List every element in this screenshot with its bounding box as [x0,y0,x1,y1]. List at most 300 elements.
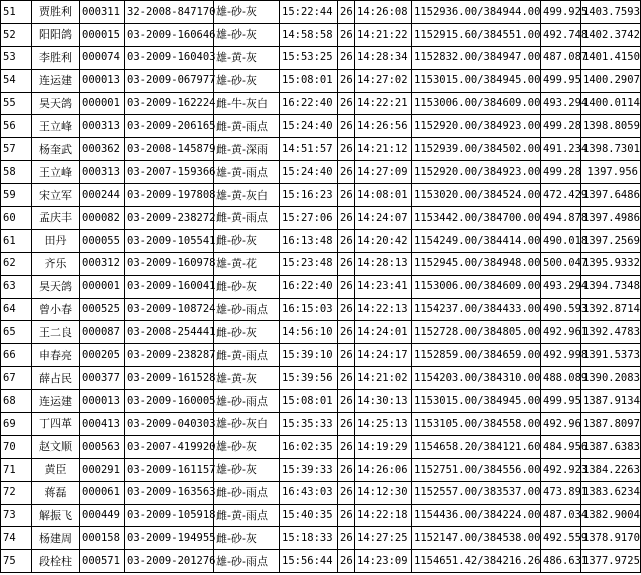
coordinates-cell: 1153006.00/384609.00 [412,92,541,115]
coordinates-cell: 1152557.00/383537.00 [412,481,541,504]
rank-cell: 59 [1,184,32,207]
pigeon-color-cell: 雌-砂-灰 [214,229,280,252]
release-time-cell: 15:16:23 [280,184,338,207]
pigeon-color-cell: 雄-砂-雨点 [214,298,280,321]
fancier-name-cell: 昊天鸽 [32,275,80,298]
pigeon-color-cell: 雄-砂-灰白 [214,413,280,436]
release-time-cell: 15:22:44 [280,1,338,24]
speed-cell: 1397.4986 [581,207,641,230]
arrival-time-cell: 14:23:09 [355,550,412,573]
distance-cell: 487.034 [541,504,581,527]
arrival-time-cell: 14:24:07 [355,207,412,230]
coordinates-cell: 1154651.42/384216.26 [412,550,541,573]
arrival-time-cell: 14:26:08 [355,1,412,24]
fancier-id-cell: 000001 [80,275,125,298]
fancier-id-cell: 000571 [80,550,125,573]
table-row [1,23,641,46]
fancier-id-cell: 000311 [80,1,125,24]
rank-cell: 58 [1,161,32,184]
coordinates-cell: 1153006.00/384609.00 [412,275,541,298]
fancier-name-cell: 申春亮 [32,344,80,367]
fancier-name-cell: 杨奎武 [32,138,80,161]
coordinates-cell: 1152147.00/384538.00 [412,527,541,550]
release-time-cell: 15:08:01 [280,390,338,413]
distance-cell: 492.559 [541,527,581,550]
rank-cell: 52 [1,23,32,46]
arrival-time-cell: 14:24:01 [355,321,412,344]
release-time-cell: 15:40:35 [280,504,338,527]
table-row [1,138,641,161]
arrival-time-cell: 14:28:34 [355,46,412,69]
ring-number-cell: 03-2007-419920 [125,435,214,458]
distance-cell: 472.429 [541,184,581,207]
speed-cell: 1402.3742 [581,23,641,46]
distance-cell: 492.96 [541,413,581,436]
table-row [1,275,641,298]
day-cell: 26 [338,275,355,298]
fancier-name-cell: 李胜利 [32,46,80,69]
day-cell: 26 [338,138,355,161]
table-row [1,390,641,413]
pigeon-color-cell: 雌-砂-灰 [214,275,280,298]
fancier-id-cell: 000244 [80,184,125,207]
release-time-cell: 16:22:40 [280,92,338,115]
pigeon-color-cell: 雄-黄-灰 [214,367,280,390]
release-time-cell: 16:15:03 [280,298,338,321]
distance-cell: 499.95 [541,69,581,92]
table-row [1,435,641,458]
release-time-cell: 16:22:40 [280,275,338,298]
table-row [1,413,641,436]
table-row [1,504,641,527]
speed-cell: 1387.8097 [581,413,641,436]
distance-cell: 499.28 [541,115,581,138]
rank-cell: 61 [1,229,32,252]
rank-cell: 68 [1,390,32,413]
ring-number-cell: 03-2008-145879 [125,138,214,161]
release-time-cell: 15:56:44 [280,550,338,573]
fancier-id-cell: 000449 [80,504,125,527]
coordinates-cell: 1153015.00/384945.00 [412,69,541,92]
release-time-cell: 16:02:35 [280,435,338,458]
arrival-time-cell: 14:30:13 [355,390,412,413]
coordinates-cell: 1152920.00/384923.00 [412,161,541,184]
fancier-id-cell: 000001 [80,92,125,115]
ring-number-cell: 03-2009-160403 [125,46,214,69]
fancier-name-cell: 丁四革 [32,413,80,436]
fancier-name-cell: 赵文顺 [32,435,80,458]
ring-number-cell: 03-2009-163563 [125,481,214,504]
distance-cell: 490.593 [541,298,581,321]
table-row [1,298,641,321]
coordinates-cell: 1153015.00/384945.00 [412,390,541,413]
fancier-name-cell: 薛占民 [32,367,80,390]
distance-cell: 499.925 [541,1,581,24]
ring-number-cell: 03-2009-162224 [125,92,214,115]
day-cell: 26 [338,161,355,184]
fancier-id-cell: 000013 [80,390,125,413]
coordinates-cell: 1153105.00/384558.00 [412,413,541,436]
arrival-time-cell: 14:21:22 [355,23,412,46]
ring-number-cell: 03-2009-160978 [125,252,214,275]
ring-number-cell: 32-2008-847170 [125,1,214,24]
speed-cell: 1397.6486 [581,184,641,207]
fancier-name-cell: 孟庆丰 [32,207,80,230]
rank-cell: 70 [1,435,32,458]
distance-cell: 499.95 [541,390,581,413]
table-row [1,115,641,138]
arrival-time-cell: 14:22:21 [355,92,412,115]
ring-number-cell: 03-2009-197808 [125,184,214,207]
rank-cell: 66 [1,344,32,367]
pigeon-color-cell: 雄-砂-雨点 [214,390,280,413]
arrival-time-cell: 14:12:30 [355,481,412,504]
coordinates-cell: 1154249.00/384414.00 [412,229,541,252]
distance-cell: 492.748 [541,23,581,46]
fancier-id-cell: 000061 [80,481,125,504]
arrival-time-cell: 14:27:09 [355,161,412,184]
release-time-cell: 14:51:57 [280,138,338,161]
table-row [1,184,641,207]
release-time-cell: 15:23:48 [280,252,338,275]
distance-cell: 487.087 [541,46,581,69]
release-time-cell: 15:08:01 [280,69,338,92]
ring-number-cell: 03-2009-161157 [125,458,214,481]
fancier-id-cell: 000087 [80,321,125,344]
rank-cell: 57 [1,138,32,161]
coordinates-cell: 1152936.00/384944.00 [412,1,541,24]
speed-cell: 1383.6234 [581,481,641,504]
day-cell: 26 [338,527,355,550]
day-cell: 26 [338,298,355,321]
pigeon-color-cell: 雄-黄-花 [214,252,280,275]
day-cell: 26 [338,367,355,390]
arrival-time-cell: 14:21:02 [355,367,412,390]
fancier-id-cell: 000082 [80,207,125,230]
distance-cell: 488.089 [541,367,581,390]
arrival-time-cell: 14:27:25 [355,527,412,550]
day-cell: 26 [338,115,355,138]
speed-cell: 1397.2569 [581,229,641,252]
pigeon-color-cell: 雄-砂-灰 [214,1,280,24]
release-time-cell: 15:39:56 [280,367,338,390]
arrival-time-cell: 14:26:06 [355,458,412,481]
fancier-id-cell: 000563 [80,435,125,458]
day-cell: 26 [338,390,355,413]
coordinates-cell: 1152832.00/384947.00 [412,46,541,69]
fancier-name-cell: 王立峰 [32,161,80,184]
speed-cell: 1387.6383 [581,435,641,458]
fancier-id-cell: 000015 [80,23,125,46]
pigeon-color-cell: 雄-砂-灰 [214,69,280,92]
speed-cell: 1391.5373 [581,344,641,367]
fancier-id-cell: 000413 [80,413,125,436]
speed-cell: 1384.2263 [581,458,641,481]
rank-cell: 53 [1,46,32,69]
table-row [1,92,641,115]
table-row [1,46,641,69]
day-cell: 26 [338,252,355,275]
day-cell: 26 [338,23,355,46]
speed-cell: 1392.8714 [581,298,641,321]
arrival-time-cell: 14:25:13 [355,413,412,436]
table-row [1,229,641,252]
release-time-cell: 15:53:25 [280,46,338,69]
fancier-name-cell: 王二良 [32,321,80,344]
speed-cell: 1400.2907 [581,69,641,92]
fancier-name-cell: 贾胜利 [32,1,80,24]
fancier-name-cell: 杨建周 [32,527,80,550]
distance-cell: 473.891 [541,481,581,504]
fancier-name-cell: 齐乐 [32,252,80,275]
speed-cell: 1397.956 [581,161,641,184]
day-cell: 26 [338,207,355,230]
day-cell: 26 [338,458,355,481]
fancier-id-cell: 000205 [80,344,125,367]
ring-number-cell: 03-2008-254441 [125,321,214,344]
rank-cell: 67 [1,367,32,390]
distance-cell: 492.961 [541,321,581,344]
day-cell: 26 [338,1,355,24]
fancier-id-cell: 000377 [80,367,125,390]
fancier-name-cell: 段栓柱 [32,550,80,573]
table-row [1,458,641,481]
arrival-time-cell: 14:22:13 [355,298,412,321]
arrival-time-cell: 14:08:01 [355,184,412,207]
rank-cell: 65 [1,321,32,344]
day-cell: 26 [338,504,355,527]
pigeon-color-cell: 雌-砂-雨点 [214,481,280,504]
table-row [1,344,641,367]
day-cell: 26 [338,184,355,207]
distance-cell: 484.956 [541,435,581,458]
pigeon-color-cell: 雌-黄-雨点 [214,115,280,138]
rank-cell: 64 [1,298,32,321]
release-time-cell: 16:43:03 [280,481,338,504]
table-row [1,481,641,504]
coordinates-cell: 1152859.00/384659.00 [412,344,541,367]
day-cell: 26 [338,321,355,344]
pigeon-color-cell: 雄-黄-雨点 [214,161,280,184]
ring-number-cell: 03-2009-105918 [125,504,214,527]
ring-number-cell: 03-2009-206165 [125,115,214,138]
ring-number-cell: 03-2009-040303 [125,413,214,436]
rank-cell: 51 [1,1,32,24]
speed-cell: 1401.4150 [581,46,641,69]
coordinates-cell: 1154658.20/384121.60 [412,435,541,458]
ring-number-cell: 03-2009-160041 [125,275,214,298]
release-time-cell: 14:58:58 [280,23,338,46]
speed-cell: 1398.7301 [581,138,641,161]
rank-cell: 54 [1,69,32,92]
arrival-time-cell: 14:27:02 [355,69,412,92]
day-cell: 26 [338,92,355,115]
rank-cell: 56 [1,115,32,138]
fancier-name-cell: 曾小春 [32,298,80,321]
pigeon-color-cell: 雄-黄-灰 [214,46,280,69]
fancier-name-cell: 王立峰 [32,115,80,138]
coordinates-cell: 1152939.00/384502.00 [412,138,541,161]
fancier-name-cell: 田丹 [32,229,80,252]
rank-cell: 69 [1,413,32,436]
distance-cell: 493.294 [541,275,581,298]
pigeon-color-cell: 雄-黄-灰白 [214,184,280,207]
distance-cell: 494.878 [541,207,581,230]
fancier-name-cell: 连运建 [32,390,80,413]
fancier-name-cell: 宋立军 [32,184,80,207]
distance-cell: 493.294 [541,92,581,115]
ring-number-cell: 03-2009-238272 [125,207,214,230]
coordinates-cell: 1153020.00/384524.00 [412,184,541,207]
release-time-cell: 15:27:06 [280,207,338,230]
coordinates-cell: 1152915.60/384551.00 [412,23,541,46]
arrival-time-cell: 14:26:56 [355,115,412,138]
fancier-id-cell: 000291 [80,458,125,481]
pigeon-color-cell: 雌-砂-灰 [214,527,280,550]
day-cell: 26 [338,413,355,436]
arrival-time-cell: 14:19:29 [355,435,412,458]
rank-cell: 63 [1,275,32,298]
speed-cell: 1390.2083 [581,367,641,390]
speed-cell: 1403.7593 [581,1,641,24]
day-cell: 26 [338,435,355,458]
pigeon-color-cell: 雌-黄-雨点 [214,207,280,230]
fancier-id-cell: 000362 [80,138,125,161]
day-cell: 26 [338,229,355,252]
arrival-time-cell: 14:22:18 [355,504,412,527]
pigeon-color-cell: 雌-黄-雨点 [214,504,280,527]
fancier-id-cell: 000074 [80,46,125,69]
ring-number-cell: 03-2009-108724 [125,298,214,321]
distance-cell: 492.923 [541,458,581,481]
day-cell: 26 [338,481,355,504]
fancier-id-cell: 000313 [80,161,125,184]
speed-cell: 1398.8059 [581,115,641,138]
distance-cell: 500.047 [541,252,581,275]
arrival-time-cell: 14:21:12 [355,138,412,161]
release-time-cell: 15:18:33 [280,527,338,550]
ring-number-cell: 03-2009-160646 [125,23,214,46]
distance-cell: 499.28 [541,161,581,184]
table-row [1,69,641,92]
table-row [1,207,641,230]
speed-cell: 1392.4783 [581,321,641,344]
coordinates-cell: 1154436.00/384224.00 [412,504,541,527]
results-body [1,1,641,573]
coordinates-cell: 1152920.00/384923.00 [412,115,541,138]
distance-cell: 492.998 [541,344,581,367]
speed-cell: 1377.9725 [581,550,641,573]
fancier-name-cell: 黄臣 [32,458,80,481]
coordinates-cell: 1154237.00/384433.00 [412,298,541,321]
release-time-cell: 15:24:40 [280,115,338,138]
pigeon-color-cell: 雌-黄-深雨 [214,138,280,161]
pigeon-color-cell: 雌-牛-灰白 [214,92,280,115]
day-cell: 26 [338,46,355,69]
table-row [1,321,641,344]
ring-number-cell: 03-2009-105541 [125,229,214,252]
rank-cell: 74 [1,527,32,550]
release-time-cell: 14:56:10 [280,321,338,344]
rank-cell: 60 [1,207,32,230]
coordinates-cell: 1152728.00/384805.00 [412,321,541,344]
table-row [1,252,641,275]
arrival-time-cell: 14:23:41 [355,275,412,298]
pigeon-color-cell: 雌-黄-雨点 [214,344,280,367]
coordinates-cell: 1152751.00/384556.00 [412,458,541,481]
release-time-cell: 16:13:48 [280,229,338,252]
rank-cell: 71 [1,458,32,481]
speed-cell: 1395.9332 [581,252,641,275]
table-row [1,161,641,184]
rank-cell: 62 [1,252,32,275]
fancier-name-cell: 昊天鸽 [32,92,80,115]
ring-number-cell: 03-2009-238287 [125,344,214,367]
fancier-name-cell: 连运建 [32,69,80,92]
ring-number-cell: 03-2009-160005 [125,390,214,413]
coordinates-cell: 1154203.00/384310.00 [412,367,541,390]
ring-number-cell: 03-2009-067977 [125,69,214,92]
table-row [1,527,641,550]
fancier-id-cell: 000055 [80,229,125,252]
fancier-name-cell: 解振飞 [32,504,80,527]
day-cell: 26 [338,344,355,367]
table-row [1,550,641,573]
speed-cell: 1378.9170 [581,527,641,550]
rank-cell: 75 [1,550,32,573]
table-row [1,367,641,390]
speed-cell: 1400.0114 [581,92,641,115]
release-time-cell: 15:35:33 [280,413,338,436]
fancier-id-cell: 000312 [80,252,125,275]
distance-cell: 491.234 [541,138,581,161]
pigeon-color-cell: 雌-砂-灰 [214,321,280,344]
ring-number-cell: 03-2009-201276 [125,550,214,573]
fancier-id-cell: 000313 [80,115,125,138]
coordinates-cell: 1152945.00/384948.00 [412,252,541,275]
rank-cell: 73 [1,504,32,527]
table-row [1,1,641,24]
speed-cell: 1382.9004 [581,504,641,527]
arrival-time-cell: 14:24:17 [355,344,412,367]
day-cell: 26 [338,550,355,573]
rank-cell: 55 [1,92,32,115]
release-time-cell: 15:24:40 [280,161,338,184]
arrival-time-cell: 14:28:13 [355,252,412,275]
arrival-time-cell: 14:20:42 [355,229,412,252]
fancier-id-cell: 000158 [80,527,125,550]
distance-cell: 490.018 [541,229,581,252]
ring-number-cell: 03-2009-194955 [125,527,214,550]
fancier-id-cell: 000013 [80,69,125,92]
day-cell: 26 [338,69,355,92]
speed-cell: 1387.9134 [581,390,641,413]
pigeon-color-cell: 雄-砂-雨点 [214,550,280,573]
speed-cell: 1394.7348 [581,275,641,298]
rank-cell: 72 [1,481,32,504]
fancier-name-cell: 阳阳鸽 [32,23,80,46]
release-time-cell: 15:39:10 [280,344,338,367]
ring-number-cell: 03-2009-161528 [125,367,214,390]
fancier-name-cell: 蒋磊 [32,481,80,504]
pigeon-color-cell: 雄-砂-灰 [214,458,280,481]
ring-number-cell: 03-2007-159366 [125,161,214,184]
release-time-cell: 15:39:33 [280,458,338,481]
fancier-id-cell: 000525 [80,298,125,321]
distance-cell: 486.631 [541,550,581,573]
coordinates-cell: 1153442.00/384700.00 [412,207,541,230]
pigeon-color-cell: 雄-砂-灰 [214,23,280,46]
